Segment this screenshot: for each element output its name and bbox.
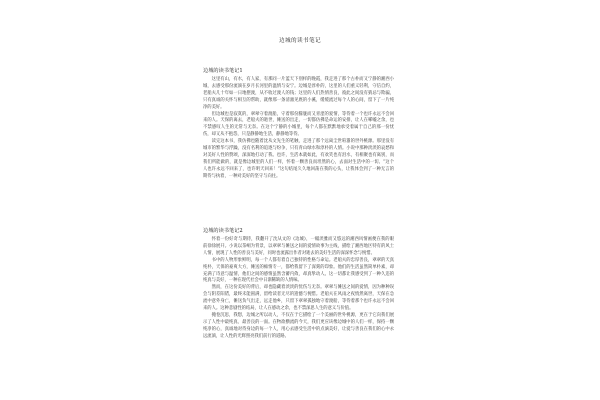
section-heading-2: 边城的读书笔记2	[203, 228, 243, 234]
paragraph: 然而，在这份美好的背后，却也隐藏着淡淡的忧伤与无奈。翠翠与傩送之间的爱情，因为种种误会与阴差阳错，最终未能圆满，留给读者无尽的遗憾与惋惜。老船夫在风雨之夜悄然离世，天保在急流中意外身亡，傩送负气出走，远走他乡，只留下翠翠孤独地守着渡船，等待着那个也许永远不会回来的人。这种悲剧性的结局，让人在感动之余，也不禁深思人生的意义与价值。	[203, 285, 394, 312]
section-body-2	[203, 237, 394, 341]
paragraph: 怀着一份好奇与期待，我翻开了沈从文的《边城》，一幅淡雅而又悠远的湘西风情画便在我的眼前徐徐展开。小说以茶峒为背景，以翠翠与傩送之间的爱情故事为主线，描绘了湘西地区特有的风土人情，展现了人性的善良与美好，同时也流露出作者对逝去的美好生活的深深怀念与惋惜。	[203, 237, 394, 256]
section-heading-1: 边城的读书笔记1	[203, 68, 243, 74]
paragraph: 书中的人物形象鲜明，每一个人都有着自己独特的性格与命运。老船夫的忠厚善良，翠翠的天真纯朴，天保的豪爽大方，傩送的痴情专一，都给我留下了深刻的印象。他们的生活虽然简单朴素，却充满了诗意与温情，他们之间的感情虽然含蓄内敛，却真挚动人。这一切都让我感受到了一种久违的纯真与美好，一种在现代社会中日渐稀缺的人情味。	[203, 257, 394, 284]
paragraph: 这里有山，有水，有人家，有那同一片蓝天下别样的晚霞，我走进了那个古朴而又宁静的湘西小城，去感受那份流淌在岁月长河里的温情与安宁。边城是淳朴的，这里的人们重义轻利，守信自约，老船夫几十年如一日地摆渡，从不收过渡人的钱；这里的人们热情善良，彼此之间没有猜忌与欺骗，只有真诚的关怀与相互的帮助，就像那一条清澈见底的小溪，缓缓流过每个人的心间，留下了一片纯净的美好。	[203, 77, 394, 110]
document-title: 边城的读书笔记	[279, 38, 321, 44]
paragraph: 掩卷沉思，我想，边城之所以动人，不仅在于它描绘了一个美丽的世外桃源，更在于它向我们展示了人性中最纯真、最善良的一面。在物欲横流的今天，我们更应该像边城中的人们一样，保持一颗纯净的心，真诚地对待身边的每一个人，用心去感受生活中的点滴美好，让爱与善良在我们的心中永远流淌，让人性的光辉照亮我们前行的道路。	[203, 312, 394, 339]
paragraph: 但边城也是寂寞的，翠翠守着渡船，守着那份朦胧而又青涩的爱情，等待着一个也许永远不会回来的人。天保的离去，老船夫的逝世，傩送的出走，一切都仿佛是命运的安排，让人在唏嘘之余，也不禁感叹人生的无常与无奈。在这个宁静的小城里，每个人都在默默地承受着属于自己的那一份忧伤，却又从不抱怨，只是静静地生活，静静地等待。	[203, 111, 394, 138]
section-body-1	[203, 77, 394, 181]
paragraph: 读完这本书，我仿佛也随着沈从文先生的笔触，走进了那个远离尘世喧嚣的世外桃源。那里没有城市的繁华与浮躁，没有名利的追逐与纷争，只有青山绿水和淳朴的人情。小说中那种淡淡的哀愁和对美好人性的赞颂，深深地打动了我。也许，生活本就如此，有欢笑也有泪水，有相聚也有离别，而我们所能做的，就是像边城里的人们一样，怀着一颗善良而坦然的心，去面对生活中的一切。“这个人也许永远不回来了，也许明天回来！”这句结尾久久地回荡在我的心头，让我体会到了一种无言的期待与执着，一种对美好的坚守与向往。	[203, 139, 394, 179]
